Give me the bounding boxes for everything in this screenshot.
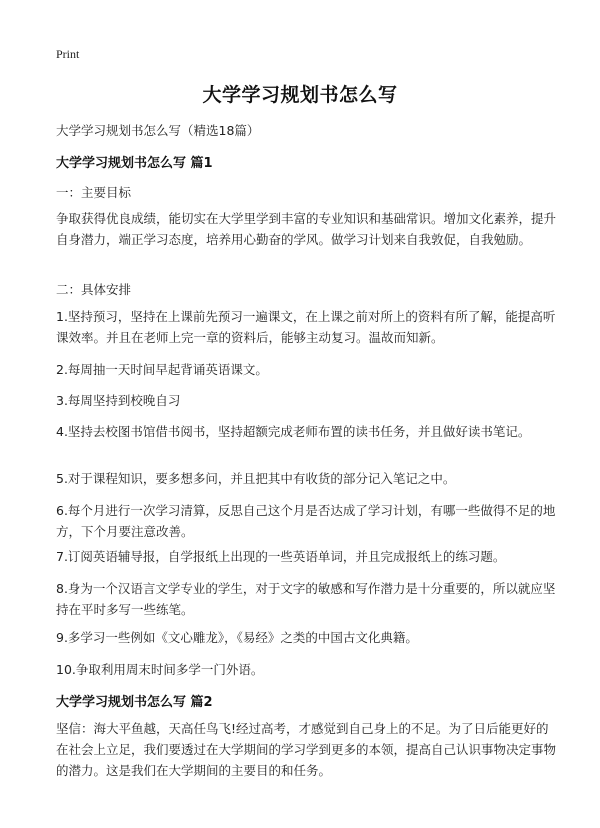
page-subtitle: 大学学习规划书怎么写（精选18篇） (56, 123, 260, 138)
list-item: 3.每周坚持到校晚自习 (56, 393, 181, 408)
list-item: 4.坚持去校图书馆借书阅书，坚持超额完成老师布置的读书任务，并且做好读书笔记。 (56, 424, 531, 439)
page-title: 大学学习规划书怎么写 (202, 84, 398, 106)
section-1-intro-paragraph: 争取获得优良成绩，能切实在大学里学到丰富的专业知识和基础常识。增加文化素养，提升自身潜力，端正学习态度，培养用心勤奋的学风。做学习计划来自我敦促，自我勉励。 (56, 211, 557, 247)
section-title-2: 大学学习规划书怎么写 篇2 (56, 695, 213, 710)
print-link[interactable]: Print (56, 47, 80, 61)
section-title-1: 大学学习规划书怎么写 篇1 (56, 156, 213, 171)
section-1-heading-goals: 一：主要目标 (56, 185, 132, 200)
list-item: 2.每周抽一天时间早起背诵英语课文。 (56, 362, 268, 377)
list-item: 6.每个月进行一次学习清算，反思自己这个月是否达成了学习计划，有哪一些做得不足的地方，下个月要注意改善。 (56, 503, 556, 539)
section-2-intro-paragraph: 坚信：海大平鱼越，天高任鸟飞!经过高考，才感觉到自己身上的不足。为了日后能更好的在社会上立足，我们要透过在大学期间的学习学到更多的本领，提高自己认识事物决定事物的潜力。这是我们在大学期间的主要目的和任务。 (56, 721, 557, 778)
list-item: 8.身为一个汉语言文学专业的学生，对于文字的敏感和写作潜力是十分重要的，所以就应坚持在平时多写一些练笔。 (56, 581, 556, 617)
list-item: 5.对于课程知识，要多想多问，并且把其中有收货的部分记入笔记之中。 (56, 471, 456, 486)
list-item: 9.多学习一些例如《文心雕龙》，《易经》之类的中国古文化典籍。 (56, 630, 418, 645)
list-item: 1.坚持预习，坚持在上课前先预习一遍课文，在上课之前对所上的资料有所了解，能提高听课效率。并且在老师上完一章的资料后，能够主动复习。温故而知新。 (56, 309, 556, 345)
section-1-heading-plan: 二：具体安排 (56, 282, 132, 297)
list-item: 10.争取利用周末时间多学一门外语。 (56, 662, 264, 677)
list-item: 7.订阅英语辅导报，自学报纸上出现的一些英语单词，并且完成报纸上的练习题。 (56, 549, 506, 564)
